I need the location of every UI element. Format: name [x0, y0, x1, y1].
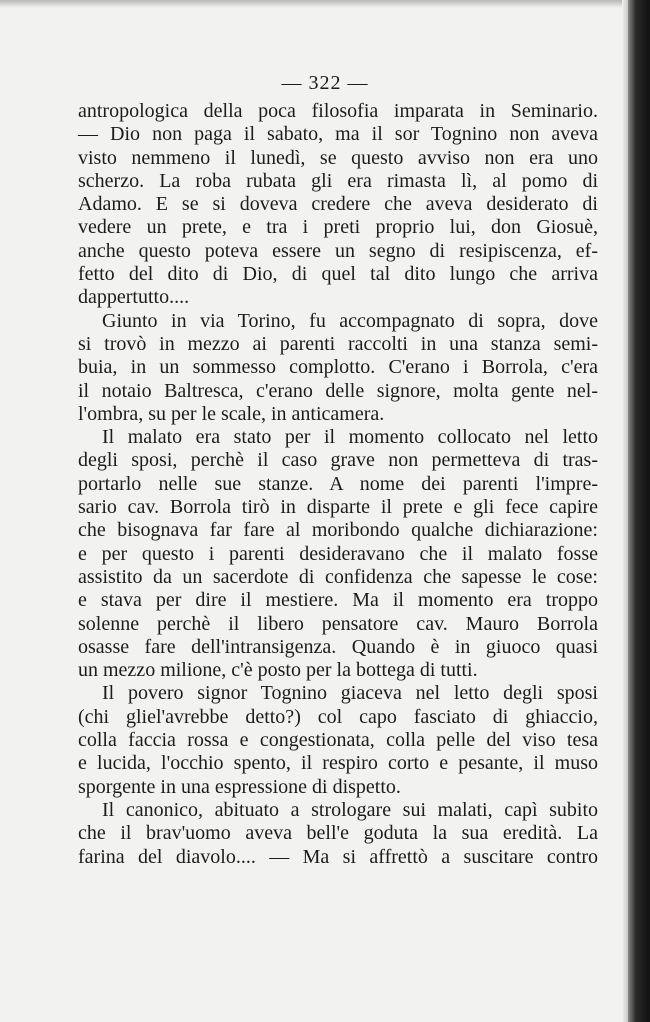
text-line: visto nemmeno il lunedì, se questo avviso non era uno [78, 146, 598, 169]
text-line: che il brav'uomo aveva bell'e goduta la sua eredità. La [78, 822, 598, 845]
text-line: (chi gliel'avrebbe detto?) col capo fasciato di ghiaccio, [78, 705, 598, 728]
text-line: che bisognava far fare al moribondo qualche dichiarazione: [78, 519, 598, 542]
text-line: il notaio Baltresca, c'erano delle signore, molta gente nel- [78, 379, 598, 402]
text-line: colla faccia rossa e congestionata, colla pelle del viso tesa [78, 729, 598, 752]
text-line: — Dio non paga il sabato, ma il sor Tognino non aveva [78, 123, 598, 146]
top-page-edge [0, 0, 628, 8]
text-line: degli sposi, perchè il caso grave non permetteva di tras- [78, 449, 598, 472]
text-line: si trovò in mezzo ai parenti raccolti in una stanza semi- [78, 332, 598, 355]
text-line: e stava per dire il mestiere. Ma il momento era troppo [78, 589, 598, 612]
text-line: buia, in un sommesso complotto. C'erano i Borrola, c'era [78, 356, 598, 379]
right-page-edge [628, 0, 650, 1022]
text-line: anche questo poteva essere un segno di resipiscenza, ef- [78, 239, 598, 262]
text-line: antropologica della poca filosofia imparata in Seminario. [78, 100, 598, 122]
text-line: assistito da un sacerdote di confidenza che sapesse le cose: [78, 565, 598, 588]
text-line: Il malato era stato per il momento collocato nel letto [102, 426, 598, 449]
text-line: solenne perchè il libero pensatore cav. Mauro Borrola [78, 612, 598, 635]
text-line: portarlo nelle sue stanze. A nome dei parenti l'impre- [78, 472, 598, 495]
text-line: dappertutto.... [78, 286, 190, 309]
text-line: Adamo. E se si doveva credere che aveva desiderato di [78, 193, 598, 216]
text-line: un mezzo milione, c'è posto per la bottega di tutti. [78, 659, 478, 682]
text-line: farina del diavolo.... — Ma si affrettò a suscitare contro [78, 845, 598, 868]
page-number: — 322 — [281, 72, 369, 94]
text-line: e lucida, l'occhio spento, il respiro corto e pesante, il muso [78, 752, 598, 775]
text-line: sporgente in una espressione di dispetto. [78, 775, 401, 798]
text-line: vedere un prete, e tra i preti proprio lui, don Giosuè, [78, 216, 598, 239]
text-line: Giunto in via Torino, fu accompagnato di sopra, dove [102, 309, 598, 332]
body-text [78, 100, 598, 869]
text-line: Il povero signor Tognino giaceva nel letto degli sposi [102, 682, 598, 705]
text-line: sario cav. Borrola tirò in disparte il prete e gli fece capire [78, 496, 598, 519]
text-line: Il canonico, abituato a strologare sui malati, capì subito [102, 798, 598, 821]
text-line: fetto del dito di Dio, di quel tal dito lungo che arriva [78, 263, 598, 286]
text-line: scherzo. La roba rubata gli era rimasta lì, al pomo di [78, 169, 598, 192]
text-line: l'ombra, su per le scale, in anticamera. [78, 402, 385, 425]
text-line: e per questo i parenti desideravano che il malato fosse [78, 542, 598, 565]
text-line: osasse fare dell'intransigenza. Quando è in giuoco quasi [78, 635, 598, 658]
